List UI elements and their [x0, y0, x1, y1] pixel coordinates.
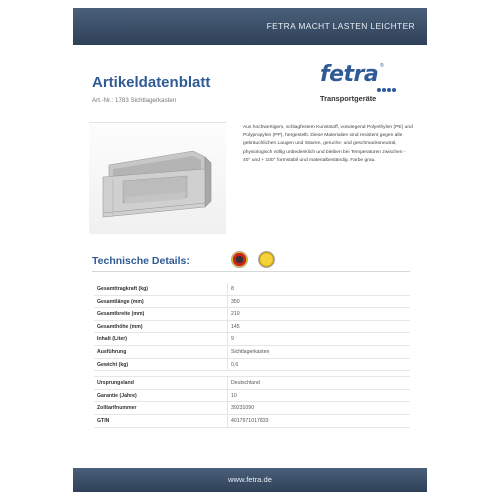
table-row — [94, 283, 410, 296]
table-row — [94, 402, 410, 415]
header-slogan: FETRA MACHT LASTEN LEICHTER — [266, 21, 415, 31]
spec-label: Inhalt (Liter) — [97, 336, 127, 343]
spec-value: Sichtlagerkasten — [231, 348, 270, 355]
page-title: Artikeldatenblatt — [92, 74, 211, 91]
gold-seal-icon — [258, 251, 275, 268]
section-divider — [92, 271, 410, 272]
footer-bar — [73, 468, 427, 492]
spec-label: Gewicht (kg) — [97, 361, 129, 368]
logo-dots-icon — [377, 79, 401, 85]
spec-label: GTIN — [97, 417, 110, 424]
table-row — [94, 333, 410, 346]
product-image — [89, 122, 226, 234]
spec-value: 4017971017833 — [231, 417, 269, 424]
spec-value: 350 — [231, 298, 240, 305]
table-row — [94, 296, 410, 309]
spec-value: Deutschland — [231, 380, 260, 387]
spec-label: Garantie (Jahre) — [97, 392, 137, 399]
germany-seal-icon — [231, 251, 248, 268]
section-title-technical: Technische Details: — [92, 255, 190, 267]
table-row — [94, 321, 410, 334]
spec-value: 0,6 — [231, 361, 239, 368]
table-row — [94, 390, 410, 403]
spec-value: 145 — [231, 323, 240, 330]
registered-mark: ® — [380, 63, 384, 69]
spec-value: 10 — [231, 392, 237, 399]
spec-label: Gesamthöhe (mm) — [97, 323, 143, 330]
spec-value: 8 — [231, 286, 234, 292]
spec-label: Gesamtbreite (mm) — [97, 311, 145, 318]
spec-label: Gesamttragkraft (kg) — [97, 286, 149, 292]
product-description: Aus hochwertigem, schlagfestem Kunststoff, vorwiegend Polyethylen (PE) und Polypropylen (PP), hergestellt. Diese Materialien sind resistent gegen alle gebräuchlichen Laugen und Säuren, geruchs- und geschmacksneutral, physiologisch völlig unbedenklich und bleiben bei Temperaturen zwischen - 40° und + 100° formstabil und materialbeständig. Farbe grau. — [243, 125, 413, 163]
table-row — [94, 308, 410, 321]
spec-value: 210 — [231, 311, 240, 318]
footer-website-link[interactable]: www.fetra.de — [228, 475, 272, 484]
datasheet-page — [73, 8, 427, 492]
storage-bin-illustration — [89, 123, 226, 235]
table-row — [94, 359, 410, 372]
spec-value: 9 — [231, 336, 234, 343]
table-row — [94, 415, 410, 428]
spec-label: Ausführung — [97, 348, 127, 355]
fetra-logo — [320, 62, 400, 88]
table-row — [94, 377, 410, 390]
spec-label: Gesamtlänge (mm) — [97, 298, 144, 305]
spec-table — [94, 283, 410, 428]
spec-label: Zolltarifnummer — [97, 405, 137, 412]
logo-wordmark: fetra — [320, 62, 379, 87]
article-number: Art.-Nr.: 1783 Sichtlagerkasten — [92, 97, 177, 104]
table-row — [94, 346, 410, 359]
spec-value: 39231090 — [231, 405, 255, 412]
brand-tagline: Transportgeräte — [320, 94, 377, 103]
spec-label: Ursprungsland — [97, 380, 134, 387]
header-bar — [73, 8, 427, 45]
